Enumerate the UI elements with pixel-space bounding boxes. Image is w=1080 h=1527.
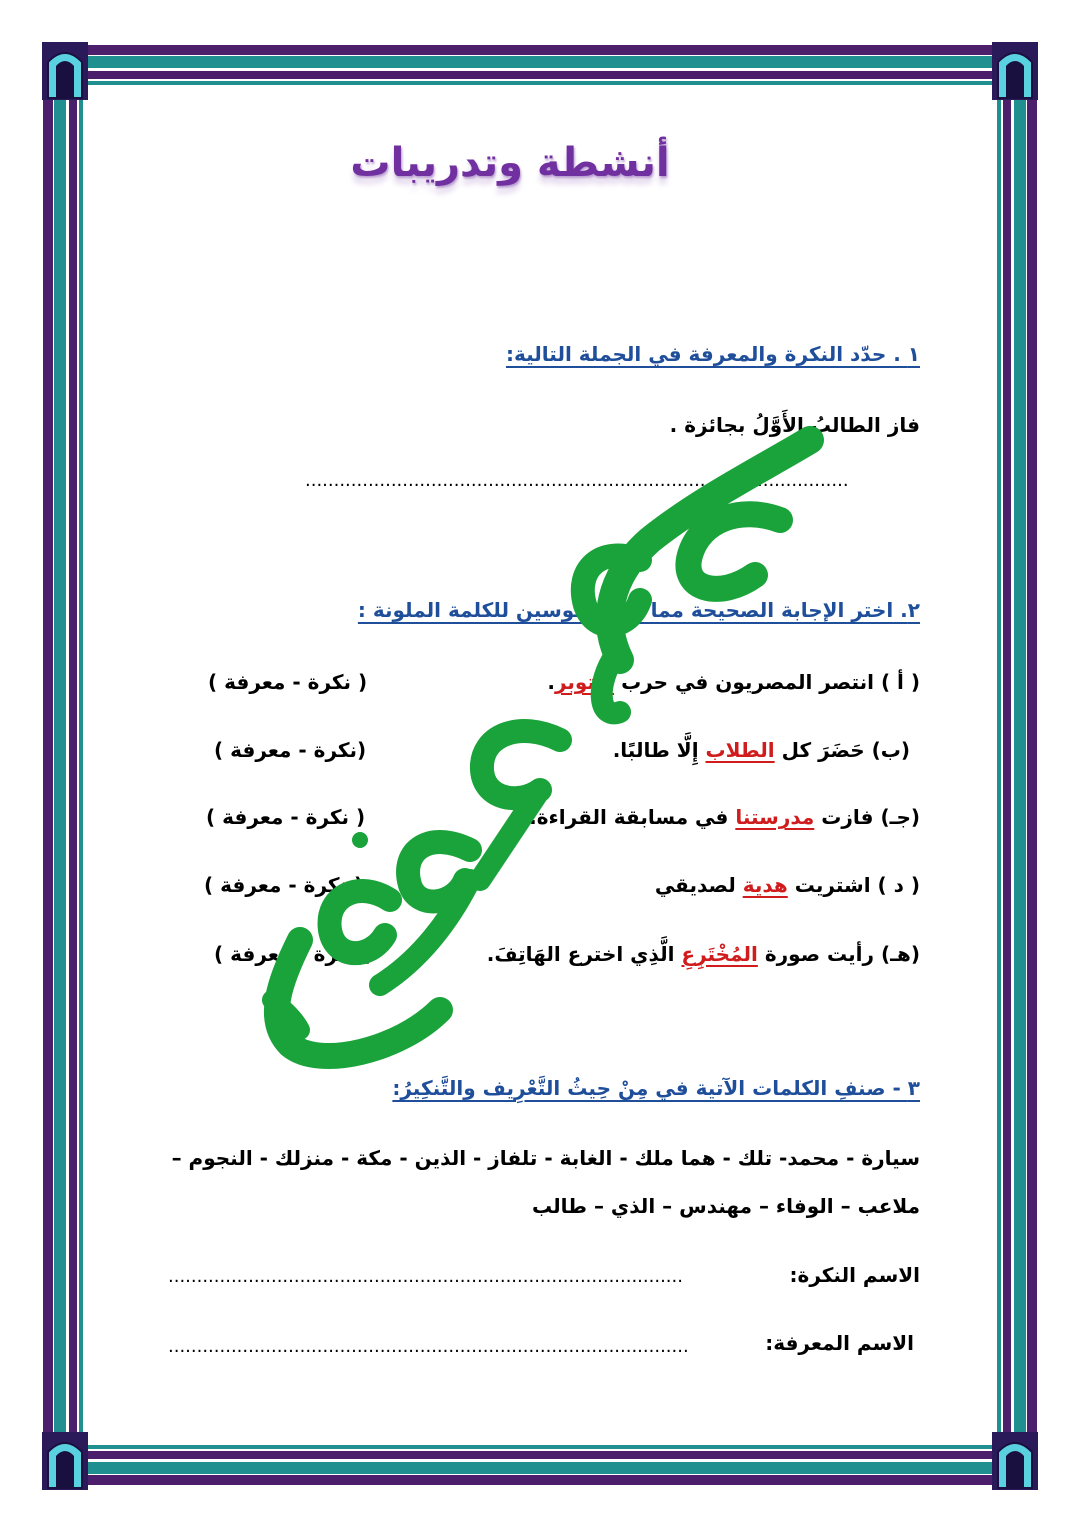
corner-ornament-tr	[992, 42, 1038, 100]
q3-words-line2: ملاعب – الوفاء – مهندس – الذي – طالب	[531, 1194, 920, 1218]
q3-maarifa-label: الاسم المعرفة:	[765, 1331, 914, 1355]
q3-maarifa-line[interactable]: ...........................................................................................	[168, 1336, 689, 1357]
q3-nakira-label: الاسم النكرة:	[789, 1263, 920, 1287]
q2-heading: ٢. اختر الإجابة الصحيحة مما بين القوسين للكلمة الملونة :	[357, 598, 920, 622]
highlighted-word: الطلاب	[705, 738, 775, 762]
q2-item-e	[487, 942, 920, 966]
corner-ornament-tl	[42, 42, 88, 100]
q2-item-c	[529, 805, 920, 829]
highlighted-word: مدرستنا	[735, 805, 815, 829]
q2-item-d	[655, 873, 920, 897]
corner-ornament-bl	[42, 1432, 88, 1490]
q1-sentence: فاز الطالبُ الأَوَّلُ بجائزة .	[669, 413, 920, 437]
worksheet-content	[100, 110, 980, 1440]
item-text-before: رأيت صورة	[764, 942, 875, 966]
q2-choice-d[interactable]: ( نكرة - معرفة )	[204, 873, 364, 897]
q1-answer-line[interactable]: ...............................................................................................	[305, 470, 849, 491]
item-label: (هـ)	[881, 942, 920, 966]
q2-choice-b[interactable]: (نكرة - معرفة )	[214, 738, 367, 762]
highlighted-word: أكتوبر	[554, 670, 615, 694]
item-text-before: فازت	[821, 805, 874, 829]
item-text-after: إِلَّا طالبًا.	[612, 738, 699, 762]
highlighted-word: هدية	[742, 873, 788, 897]
item-text-after: لصديقي	[654, 873, 736, 897]
item-text-before: اشتريت	[794, 873, 871, 897]
item-label: ( د )	[877, 873, 920, 897]
item-label: ( أ )	[880, 670, 920, 694]
corner-ornament-br	[992, 1432, 1038, 1490]
q2-item-a	[547, 670, 920, 694]
highlighted-word: المُخْتَرِعِ	[681, 942, 758, 966]
item-text-after: .	[547, 670, 555, 694]
q3-heading: ٣ - صنفِ الكلمات الآتية في مِنْ حِيثُ التَّعْرِيف والتَّنكِيرُ:	[392, 1076, 920, 1100]
item-text-after: الَّذِي اخترع الهَاتِفَ.	[486, 942, 675, 966]
q2-choice-e[interactable]: ( نكرة - معرفة )	[214, 942, 374, 966]
q2-choice-c[interactable]: ( نكرة - معرفة )	[206, 805, 366, 829]
q2-item-b	[613, 738, 910, 762]
item-label: (جـ)	[880, 805, 920, 829]
q1-heading: ١ . حدّد النكرة والمعرفة في الجملة التالية:	[505, 342, 920, 366]
item-text-before: حَضَرَ كل	[781, 738, 865, 762]
item-text-after: في مسابقة القراءة.	[529, 805, 729, 829]
page-title: أنشطة وتدريبات	[350, 140, 670, 186]
q2-choice-a[interactable]: ( نكرة - معرفة )	[208, 670, 368, 694]
item-text-before: انتصر المصريون في حرب	[621, 670, 874, 694]
q3-nakira-line[interactable]: ..........................................................................................	[168, 1266, 683, 1287]
q3-words-line1: سيارة - محمد- تلك - هما ملك - الغابة - تلفاز - الذين - مكة - منزلك - النجوم –	[171, 1146, 920, 1170]
item-label: (ب)	[871, 738, 910, 762]
